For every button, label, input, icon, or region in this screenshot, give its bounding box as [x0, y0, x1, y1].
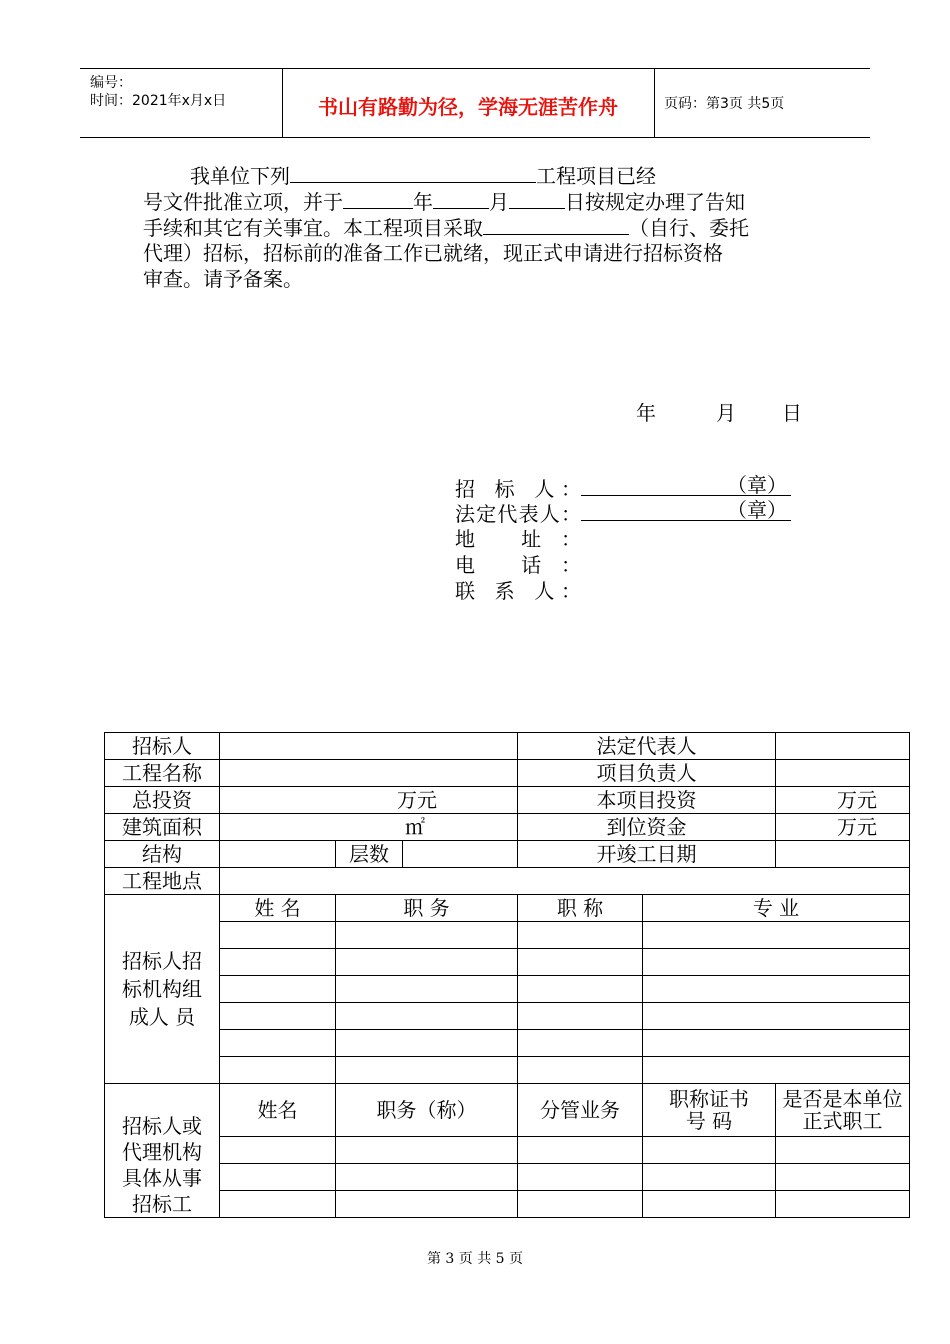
table-cell[interactable]: [776, 1164, 910, 1191]
label: 法定代表人：: [455, 502, 581, 526]
cell-legal-rep-label: 法定代表人: [518, 733, 776, 760]
col2-formal: 是否是本单位正式职工: [776, 1084, 910, 1137]
cell-project-name-value[interactable]: [220, 760, 518, 787]
cell-project-manager-value[interactable]: [776, 760, 910, 787]
sig-line: [581, 500, 791, 521]
text: 号文件批准立项，并于: [143, 190, 343, 214]
table-cell[interactable]: [643, 976, 910, 1003]
cell-building-area-label: 建筑面积: [105, 814, 220, 841]
table-cell[interactable]: [518, 1191, 643, 1218]
text: 手续和其它有关事宜。本工程项目采取: [143, 216, 483, 240]
sig-contact: [455, 579, 581, 603]
cell-floors-label: 层数: [336, 841, 403, 868]
cell-date-value[interactable]: [776, 841, 910, 868]
motto: 书山有路勤为径，学海无涯苦作舟: [318, 95, 618, 119]
col2-cert: 职称证书号 码: [643, 1084, 776, 1137]
col2-work: 分管业务: [518, 1084, 643, 1137]
col-name: 姓 名: [220, 895, 336, 922]
cell-building-area-unit[interactable]: ㎡: [220, 814, 518, 841]
seal-text: （章）: [727, 473, 787, 497]
header-divider: [654, 69, 655, 137]
cell-legal-rep-value[interactable]: [776, 733, 910, 760]
col-title: 职 称: [518, 895, 643, 922]
sig-legal: [455, 500, 791, 526]
table-cell[interactable]: [518, 922, 643, 949]
body-line-3: [143, 214, 749, 241]
table-cell[interactable]: [643, 1191, 776, 1218]
blank-month: [433, 188, 489, 209]
table-cell[interactable]: [518, 1164, 643, 1191]
date-day: 日: [782, 401, 802, 425]
table-cell[interactable]: [518, 949, 643, 976]
table-cell[interactable]: [220, 1137, 336, 1164]
body-line-4: 代理）招标，招标前的准备工作已就绪，现正式申请进行招标资格: [143, 241, 723, 265]
cell-project-investment-unit[interactable]: 万元: [776, 787, 910, 814]
date-month: 月: [716, 401, 736, 425]
cell-location-value[interactable]: [220, 868, 910, 895]
text: 日按规定办理了告知: [565, 190, 745, 214]
label: 电 话：: [455, 553, 581, 577]
table-cell[interactable]: [336, 1191, 518, 1218]
sig-phone: [455, 553, 581, 577]
col-duty: 职 务: [336, 895, 518, 922]
cell-project-manager-label: 项目负责人: [518, 760, 776, 787]
text: 工程项目已经: [536, 164, 656, 188]
seal-text: （章）: [727, 498, 787, 522]
table-cell[interactable]: [336, 1164, 518, 1191]
table-cell[interactable]: [220, 1057, 336, 1084]
table-cell[interactable]: [518, 1057, 643, 1084]
table-cell[interactable]: [220, 1030, 336, 1057]
table-cell[interactable]: [336, 976, 518, 1003]
date-year: 年: [636, 401, 656, 425]
cell-staff-label: 招标人或代理机构具体从事招标工: [105, 1084, 220, 1218]
text: 我单位下列: [190, 164, 290, 188]
sig-address: [455, 527, 581, 551]
body-line-5: 审查。请予备案。: [143, 267, 303, 291]
page-label: 页码：第3页 共5页: [664, 96, 785, 112]
time-label: 时间：2021年x月x日: [90, 93, 227, 109]
table-cell[interactable]: [643, 1164, 776, 1191]
table-cell[interactable]: [336, 949, 518, 976]
cell-date-label: 开竣工日期: [518, 841, 776, 868]
text: 年: [413, 190, 433, 214]
table-cell[interactable]: [220, 949, 336, 976]
cell-funds-label: 到位资金: [518, 814, 776, 841]
cell-floors-value[interactable]: [403, 841, 518, 868]
label: 联 系 人：: [455, 579, 581, 603]
cell-total-investment-label: 总投资: [105, 787, 220, 814]
table-cell[interactable]: [518, 1003, 643, 1030]
table-cell[interactable]: [518, 976, 643, 1003]
table-cell[interactable]: [336, 1057, 518, 1084]
table-cell[interactable]: [518, 1137, 643, 1164]
table-cell[interactable]: [643, 949, 910, 976]
cell-project-name-label: 工程名称: [105, 760, 220, 787]
cell-members-label: 招标人招标机构组成人 员: [105, 895, 220, 1084]
col2-name: 姓名: [220, 1084, 336, 1137]
body-line-2: [143, 188, 745, 215]
table-cell[interactable]: [776, 1191, 910, 1218]
text: （自行、委托: [629, 216, 749, 240]
label: 地 址：: [455, 527, 581, 551]
table-cell[interactable]: [518, 1030, 643, 1057]
table-cell[interactable]: [220, 976, 336, 1003]
cell-structure-label: 结构: [105, 841, 220, 868]
table-cell[interactable]: [336, 922, 518, 949]
cell-tenderer-label: 招标人: [105, 733, 220, 760]
text: 月: [489, 190, 509, 214]
table-cell[interactable]: [643, 1030, 910, 1057]
cell-structure-value[interactable]: [220, 841, 336, 868]
table-cell[interactable]: [643, 1003, 910, 1030]
page-footer: 第 3 页 共 5 页: [426, 1251, 524, 1267]
cell-total-investment-unit[interactable]: 万元: [220, 787, 518, 814]
table-cell[interactable]: [220, 1164, 336, 1191]
cell-funds-unit[interactable]: 万元: [776, 814, 910, 841]
page-header: [80, 68, 870, 138]
table-cell[interactable]: [643, 1137, 776, 1164]
sig-line: [581, 475, 791, 496]
table-cell[interactable]: [336, 1030, 518, 1057]
blank-method: [483, 214, 629, 235]
label: 招 标 人：: [455, 477, 581, 501]
table-cell[interactable]: [643, 922, 910, 949]
cell-location-label: 工程地点: [105, 868, 220, 895]
col-specialty: 专 业: [643, 895, 910, 922]
blank-year: [343, 188, 413, 209]
table-cell[interactable]: [643, 1057, 910, 1084]
body-line-1: [190, 162, 656, 189]
application-table: [104, 732, 910, 1218]
table-cell[interactable]: [220, 1003, 336, 1030]
col2-duty: 职务（称）: [336, 1084, 518, 1137]
table-cell[interactable]: [220, 1191, 336, 1218]
table-cell[interactable]: [336, 1137, 518, 1164]
table-cell[interactable]: [220, 922, 336, 949]
cell-project-investment-label: 本项目投资: [518, 787, 776, 814]
blank-project: [290, 162, 536, 183]
table-cell[interactable]: [776, 1137, 910, 1164]
table-cell[interactable]: [336, 1003, 518, 1030]
blank-day: [509, 188, 565, 209]
cell-tenderer-value[interactable]: [220, 733, 518, 760]
code-label: 编号：: [90, 75, 132, 91]
